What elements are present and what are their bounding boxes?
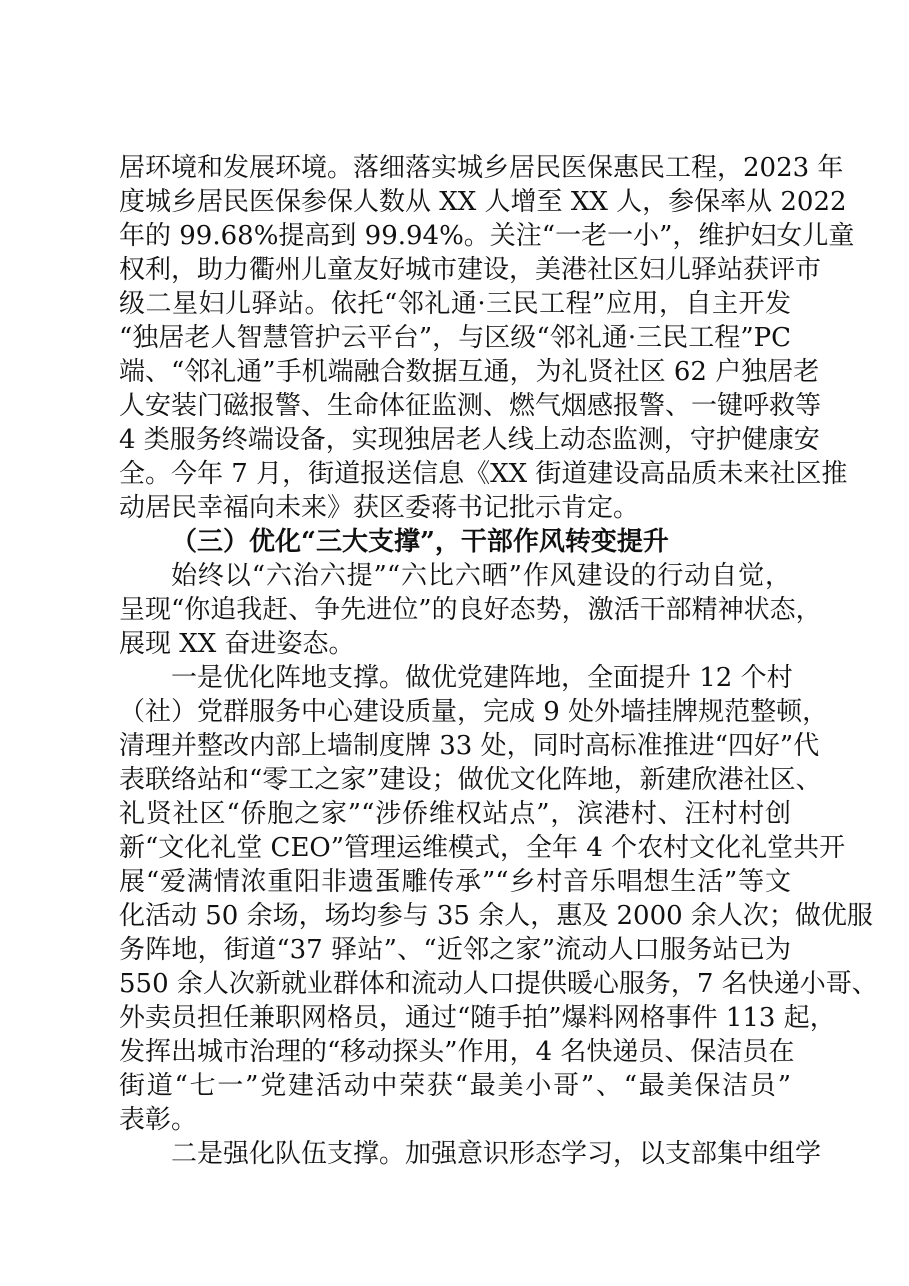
paragraph-line: 清理并整改内部上墙制度牌 33 处，同时高标准推进“四好”代 <box>119 731 820 761</box>
paragraph-line: 动居民幸福向未来》获区委蒋书记批示肯定。 <box>119 493 640 523</box>
paragraph-line: 550 余人次新就业群体和流动人口提供暖心服务，7 名快递小哥、 <box>119 969 878 999</box>
paragraph-line: 年的 99.68%提高到 99.94%。关注“一老一小”，维护妇女儿童 <box>119 221 855 251</box>
paragraph-line: 外卖员担任兼职网格员，通过“随手拍”爆料网格事件 113 起， <box>119 1003 836 1033</box>
paragraph-line: 二是强化队伍支撑。加强意识形态学习，以支部集中组学 <box>171 1139 822 1169</box>
paragraph-line: 居环境和发展环境。落细落实城乡居民医保惠民工程，2023 年 <box>119 153 844 183</box>
paragraph-line: 端、“邻礼通”手机端融合数据互通，为礼贤社区 62 户独居老 <box>119 357 820 387</box>
paragraph-line: 表彰。 <box>119 1105 198 1135</box>
paragraph-line: 人安装门磁报警、生命体征监测、燃气烟感报警、一键呼救等 <box>119 391 822 421</box>
paragraph-line: 表联络站和“零工之家”建设；做优文化阵地，新建欣港社区、 <box>119 765 822 795</box>
paragraph-line: 级二星妇儿驿站。依托“邻礼通·三民工程”应用，自主开发 <box>119 289 791 319</box>
paragraph-line: 4 类服务终端设备，实现独居老人线上动态监测，守护健康安 <box>119 425 820 455</box>
paragraph-line: （社）党群服务中心建设质量，完成 9 处外墙挂牌规范整顿， <box>119 697 829 727</box>
paragraph-line: 呈现“你追我赶、争先进位”的良好态势，激活干部精神状态， <box>119 595 822 625</box>
paragraph-line: 化活动 50 余场，场均参与 35 余人，惠及 2000 余人次；做优服 <box>119 901 873 931</box>
paragraph-line: 发挥出城市治理的“移动探头”作用，4 名快递员、保洁员在 <box>119 1037 795 1067</box>
paragraph-line: 展现 XX 奋进姿态。 <box>119 629 355 659</box>
paragraph-line: 新“文化礼堂 CEO”管理运维模式，全年 4 个农村文化礼堂共开 <box>119 833 846 863</box>
paragraph-line: 度城乡居民医保参保人数从 XX 人增至 XX 人，参保率从 2022 <box>119 187 847 217</box>
paragraph-line: 礼贤社区“侨胞之家”“涉侨维权站点”，滨港村、汪村村创 <box>119 799 791 829</box>
paragraph-line: 始终以“六治六提”“六比六晒”作风建设的行动自觉， <box>171 561 791 591</box>
section-heading: （三）优化“三大支撑”，干部作风转变提升 <box>171 527 669 557</box>
paragraph-line: “独居老人智慧管护云平台”，与区级“邻礼通·三民工程”PC <box>119 323 791 353</box>
paragraph-line: 权利，助力衢州儿童友好城市建设，美港社区妇儿驿站获评市 <box>119 255 822 285</box>
paragraph-line: 一是优化阵地支撑。做优党建阵地，全面提升 12 个村 <box>171 663 793 693</box>
paragraph-line: 街道“七一”党建活动中荣获“最美小哥”、“最美保洁员” <box>119 1071 791 1101</box>
paragraph-line: 务阵地，街道“37 驿站”、“近邻之家”流动人口服务站已为 <box>119 935 791 965</box>
paragraph-line: 全。今年 7 月，街道报送信息《XX 街道建设高品质未来社区推 <box>119 459 848 489</box>
paragraph-line: 展“爱满情浓重阳非遗蛋雕传承”“乡村音乐唱想生活”等文 <box>119 867 791 897</box>
